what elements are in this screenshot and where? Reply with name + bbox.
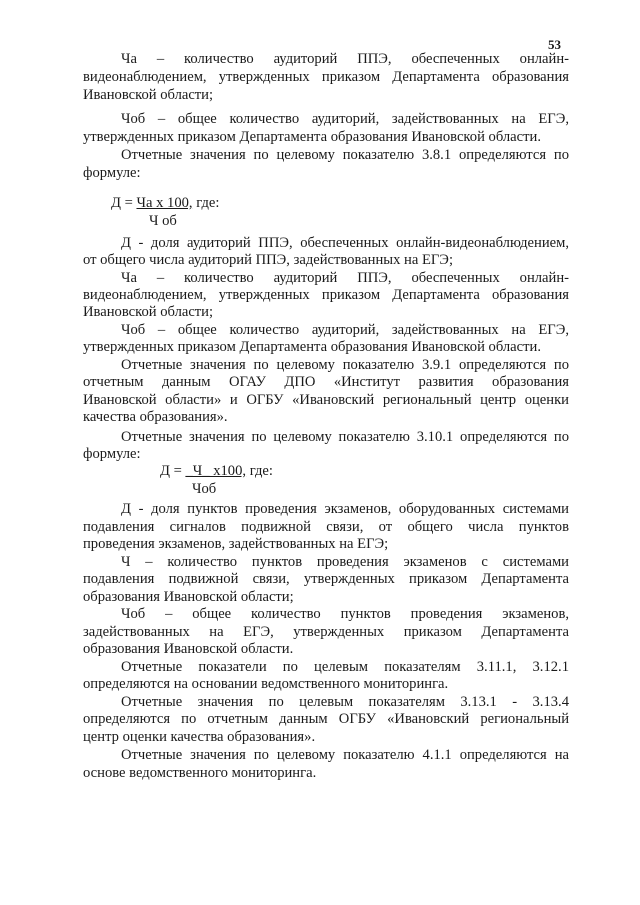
text-line: Д - доля аудиторий ППЭ, обеспеченных онлайн-видеонаблюдением,	[121, 235, 569, 251]
text-line: центр оценки качества образования».	[83, 729, 316, 745]
formula-numerator: Ча х 100,	[136, 195, 193, 211]
text-line: подавления сигналов подвижной связи, от общего числа пунктов	[83, 519, 569, 535]
text-line: Отчетные значения по целевому показателю 3.8.1 определяются по	[121, 147, 569, 163]
text-line: формуле:	[83, 446, 141, 462]
formula-3-10-1	[160, 462, 273, 480]
text-line: образования Ивановской области;	[83, 589, 294, 605]
text-line: от общего числа аудиторий ППЭ, задействованных на ЕГЭ;	[83, 252, 453, 268]
text-line: Ч – количество пунктов проведения экзаменов с системами	[121, 554, 569, 570]
text-line: утвержденных приказом Департамента образования Ивановской области.	[83, 129, 541, 145]
text-line: Отчетные показатели по целевым показателям 3.11.1, 3.12.1	[121, 659, 569, 675]
text-line: подавления подвижной связи, утвержденных приказом Департамента	[83, 571, 569, 587]
formula-lhs: Д =	[160, 463, 186, 479]
text-line: Отчетные значения по целевым показателям 3.13.1 - 3.13.4	[121, 694, 569, 710]
text-line: Ивановской области;	[83, 304, 214, 320]
text-line: Отчетные значения по целевому показателю 3.10.1 определяются по	[121, 429, 569, 445]
text-line: видеонаблюдением, утвержденных приказом Департамента образования	[83, 69, 569, 85]
text-line: задействованных на ЕГЭ, утвержденных приказом Департамента	[83, 624, 569, 640]
formula-denominator: Чоб	[192, 481, 217, 497]
text-line: формуле:	[83, 165, 141, 181]
formula-suffix: где:	[246, 463, 273, 479]
text-line: Отчетные значения по целевому показателю 3.9.1 определяются по	[121, 357, 569, 373]
text-line: проведения экзаменов, задействованных на ЕГЭ;	[83, 536, 389, 552]
formula-lhs: Д =	[111, 195, 137, 211]
text-line: утвержденных приказом Департамента образования Ивановской области.	[83, 339, 541, 355]
text-line: отчетным данным ОГАУ ДПО «Институт развития образования	[83, 374, 569, 390]
text-line: Ча – количество аудиторий ППЭ, обеспеченных онлайн-	[121, 270, 569, 286]
text-line: Д - доля пунктов проведения экзаменов, оборудованных системами	[121, 501, 569, 517]
text-line: Чоб – общее количество аудиторий, задействованных на ЕГЭ,	[121, 322, 569, 338]
text-line: видеонаблюдением, утвержденных приказом Департамента образования	[83, 287, 569, 303]
text-line: основе ведомственного мониторинга.	[83, 765, 317, 781]
text-line: определяются по отчетным данным ОГБУ «Ивановский региональный	[83, 711, 569, 727]
formula-denominator: Ч об	[149, 213, 177, 229]
text-line: Ивановской области;	[83, 87, 214, 103]
formula-numerator: _Ч_ х100,	[185, 463, 247, 479]
text-line: качества образования».	[83, 409, 228, 425]
text-line: Ивановской области» и ОГБУ «Ивановский региональный центр оценки	[83, 392, 569, 408]
text-line: образования Ивановской области.	[83, 641, 294, 657]
text-line: Чоб – общее количество пунктов проведения экзаменов,	[121, 606, 569, 622]
text-line: Ча – количество аудиторий ППЭ, обеспеченных онлайн-	[121, 51, 569, 67]
text-line: Чоб – общее количество аудиторий, задействованных на ЕГЭ,	[121, 111, 569, 127]
text-line: Отчетные значения по целевому показателю 4.1.1 определяются на	[121, 747, 569, 763]
text-line: определяются на основании ведомственного мониторинга.	[83, 676, 449, 692]
page-number: 53	[548, 37, 561, 52]
formula-suffix: где:	[192, 195, 220, 211]
formula-3-8-1	[111, 194, 219, 212]
